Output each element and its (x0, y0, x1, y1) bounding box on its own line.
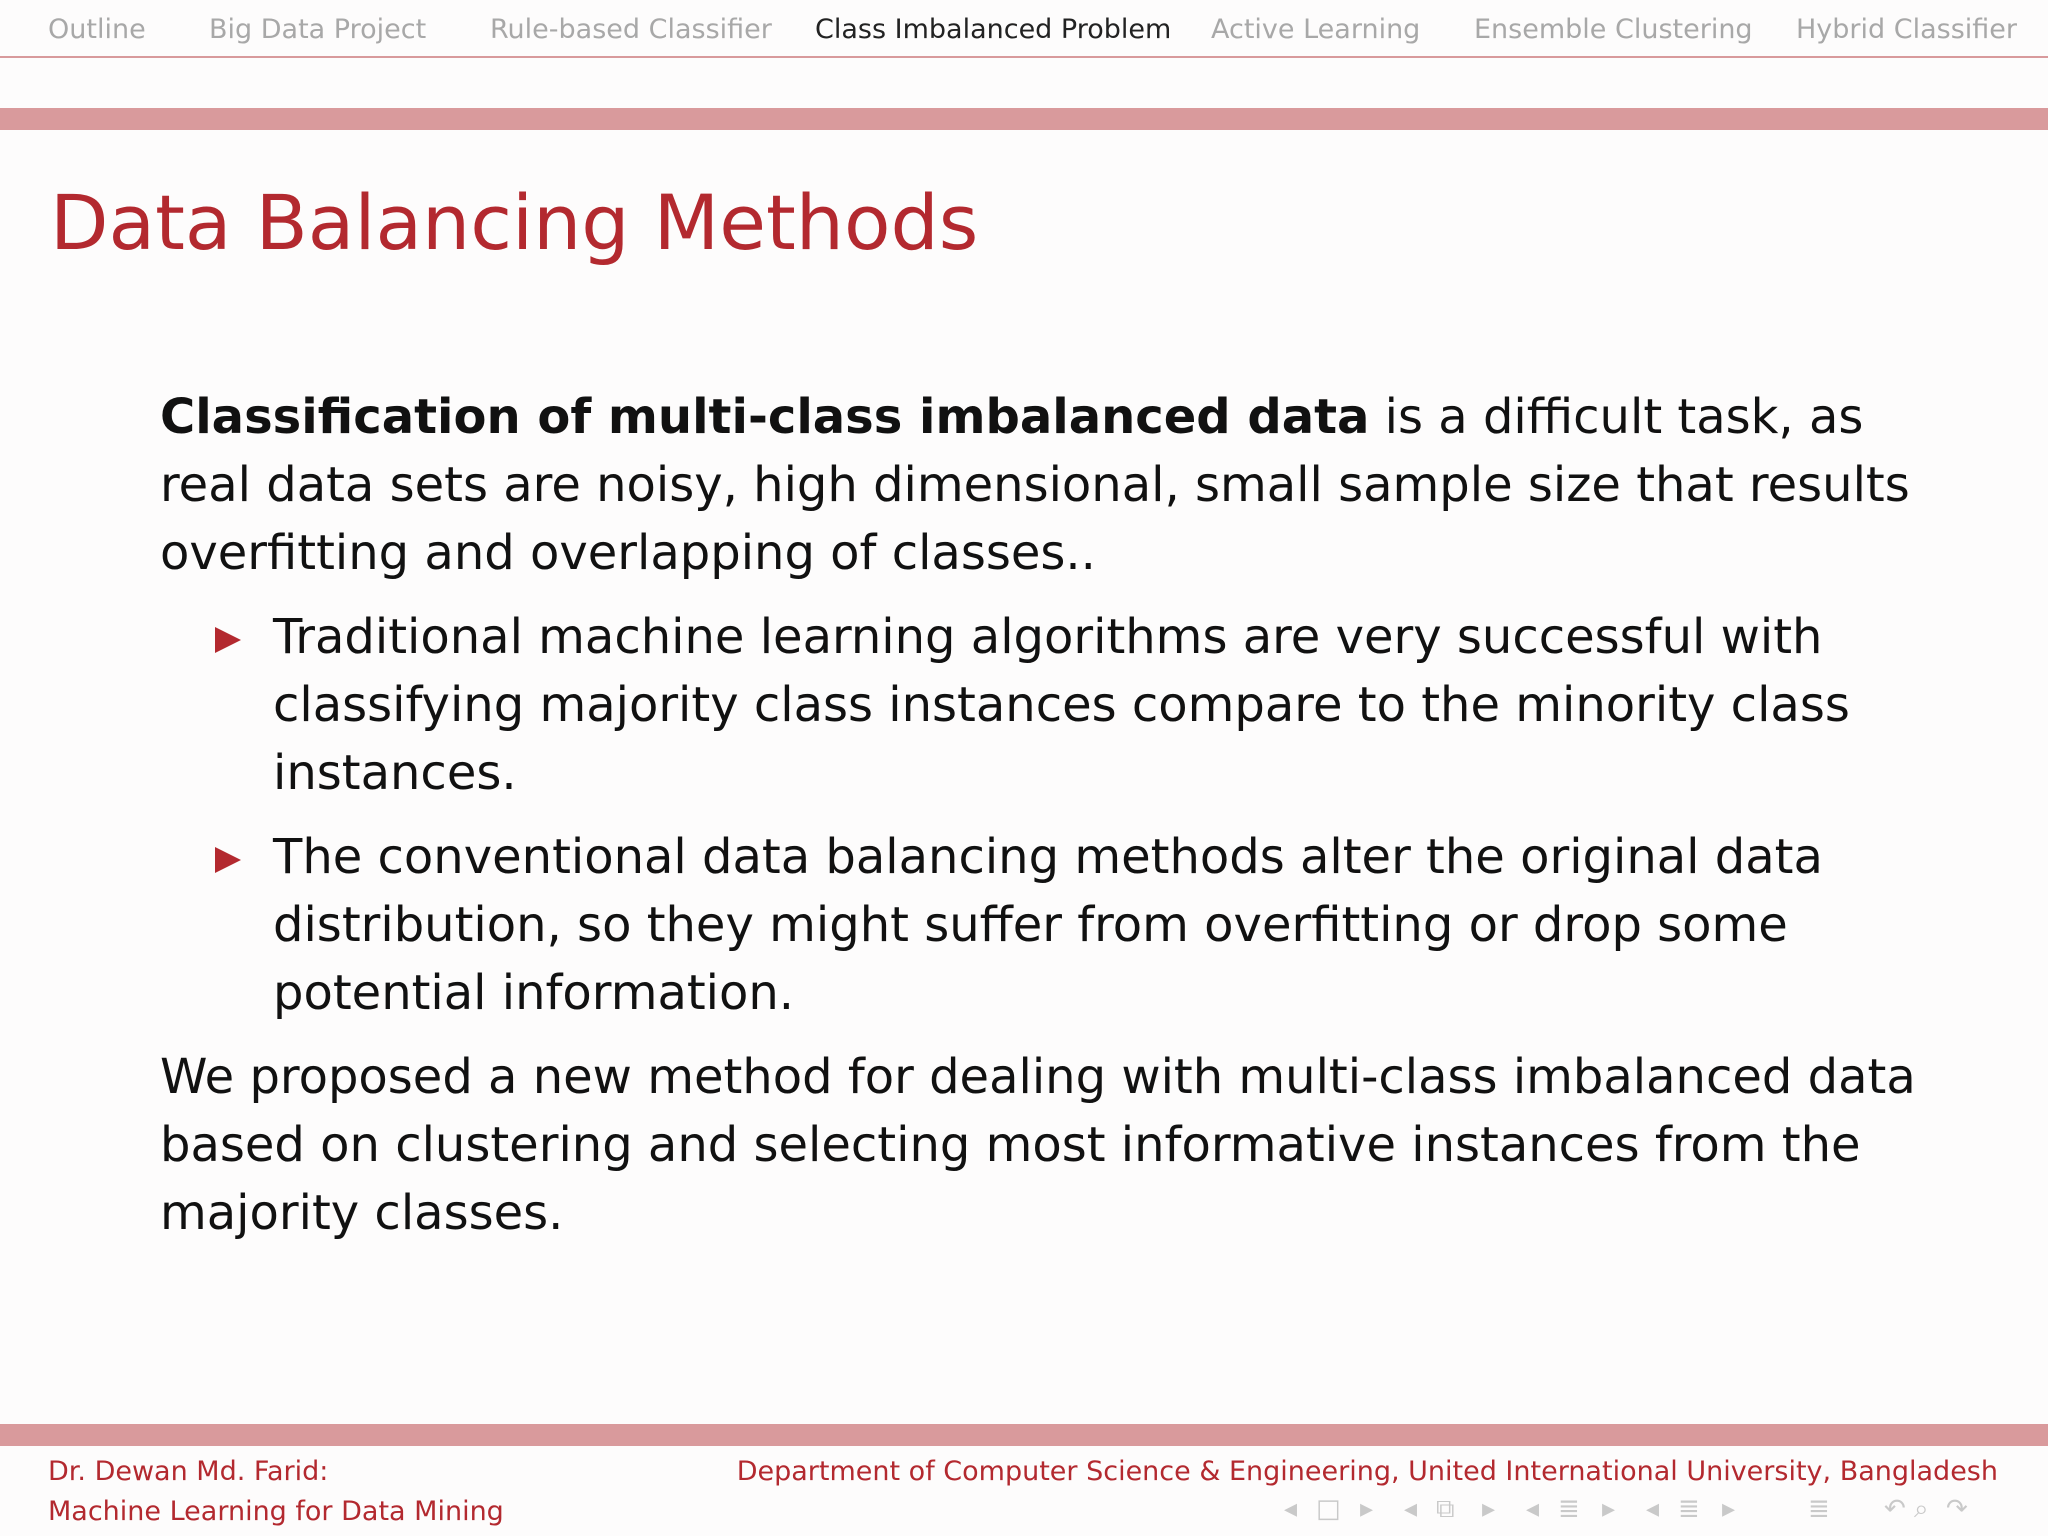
header-band (0, 108, 2048, 130)
intro-paragraph (160, 383, 1940, 587)
nav-back-icon[interactable]: ↶ (1884, 1494, 1906, 1524)
footer-course: Machine Learning for Data Mining (48, 1496, 504, 1527)
nav-part-icon[interactable]: ≣ (1678, 1494, 1700, 1524)
footer-author: Dr. Dewan Md. Farid: (48, 1456, 329, 1487)
nav-item-active-learning[interactable]: Active Learning (1211, 14, 1421, 45)
nav-prev-subsection-icon[interactable]: ◂ (1404, 1494, 1418, 1524)
nav-next-section-icon[interactable]: ▸ (1602, 1494, 1616, 1524)
bullet-item (160, 603, 1940, 807)
nav-item-hybrid-classifier[interactable]: Hybrid Classifier (1796, 14, 2017, 45)
nav-section-icon[interactable]: ≣ (1558, 1494, 1580, 1524)
nav-prev-section-icon[interactable]: ◂ (1526, 1494, 1540, 1524)
nav-item-ensemble-clustering[interactable]: Ensemble Clustering (1474, 14, 1753, 45)
closing-paragraph: We proposed a new method for dealing with multi-class imbalanced data based on clustering and selecting most informative instances from the majority classes. (160, 1049, 1916, 1241)
nav-search-icon[interactable]: ⌕ (1914, 1494, 1929, 1524)
nav-item-big-data-project[interactable]: Big Data Project (209, 14, 427, 45)
nav-prev-part-icon[interactable]: ◂ (1646, 1494, 1660, 1524)
nav-next-subsection-icon[interactable]: ▸ (1482, 1494, 1496, 1524)
nav-document-icon[interactable]: ≣ (1808, 1494, 1830, 1524)
nav-item-rule-based-classifier[interactable]: Rule-based Classifier (490, 14, 772, 45)
bullet-item (160, 823, 1940, 1027)
triangle-bullet-icon (215, 627, 241, 653)
slide-content (160, 383, 1940, 1247)
intro-bold-text: Classification of multi-class imbalanced data (160, 389, 1370, 445)
nav-forward-icon[interactable]: ↷ (1946, 1494, 1968, 1524)
nav-frame-icon[interactable]: □ (1316, 1494, 1341, 1524)
footer-department: Department of Computer Science & Engineering, United International University, Bangladesh (736, 1456, 1998, 1487)
nav-next-frame-icon[interactable]: ▸ (1360, 1494, 1374, 1524)
slide-title: Data Balancing Methods (50, 178, 979, 267)
nav-next-part-icon[interactable]: ▸ (1722, 1494, 1736, 1524)
nav-subsection-icon[interactable]: ⧉ (1436, 1494, 1455, 1524)
intro-text: is a difficult task, as real data sets are noisy, high dimensional, small sample size that results overfitting and overlapping of classes.. (160, 389, 1910, 581)
footer-band (0, 1424, 2048, 1446)
triangle-bullet-icon (215, 847, 241, 873)
bullet-text: The conventional data balancing methods alter the original data distribution, so they might suffer from overfitting or drop some potential information. (273, 829, 1823, 1021)
section-navigation (0, 0, 2048, 58)
bullet-text: Traditional machine learning algorithms are very successful with classifying majority class instances compare to the minority class instances. (273, 609, 1850, 801)
bullet-list (160, 603, 1940, 1027)
nav-prev-frame-icon[interactable]: ◂ (1284, 1494, 1298, 1524)
nav-item-outline[interactable]: Outline (48, 14, 146, 45)
nav-item-class-imbalanced-problem[interactable]: Class Imbalanced Problem (815, 14, 1172, 45)
